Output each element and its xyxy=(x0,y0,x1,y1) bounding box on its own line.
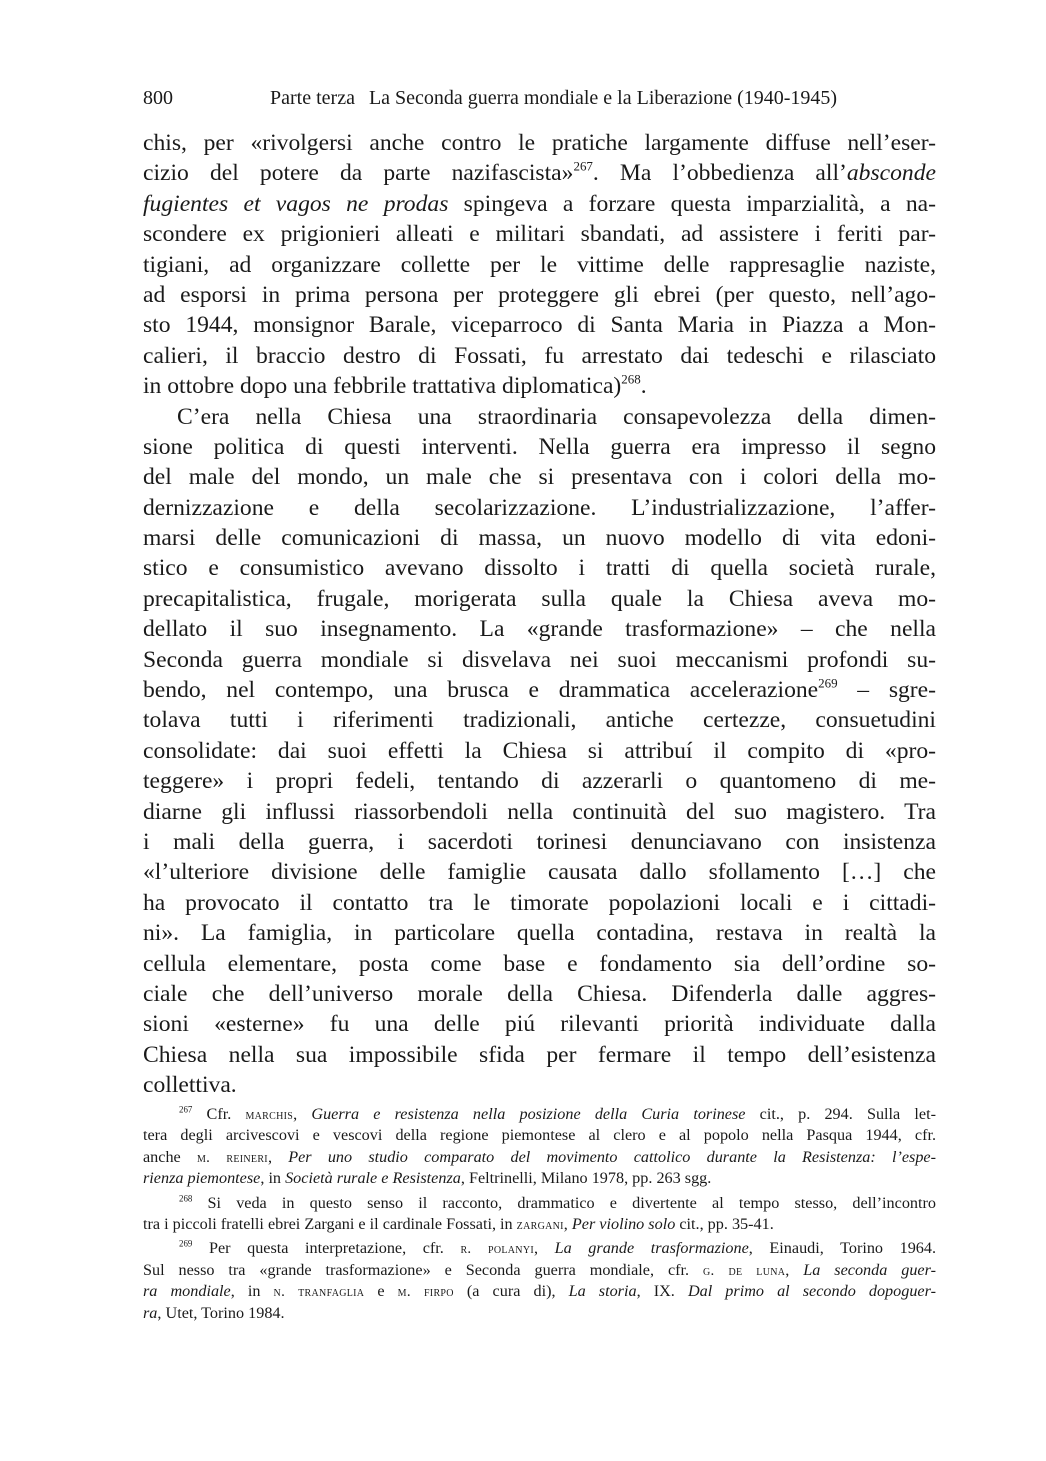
footnote-line: anche m. reineri, Per uno studio comparato del movimento cattolico durante la Resistenza: l’espe- xyxy=(143,1147,937,1166)
text-line: in ottobre dopo una febbrile trattativa diplomatica)$^{268}$. xyxy=(143,371,647,400)
text-line: ciale che dell’universo morale della Chiesa. Difenderla dalle aggres- xyxy=(143,980,936,1007)
text-line: tolava tutti i riferimenti tradizionali, antiche certezze, consuetudini xyxy=(143,707,936,734)
text-line: dernizzazione e della secolarizzazione. L’industrializzazione, l’affer- xyxy=(143,494,936,521)
footnote-268: $^{268}$ Si veda in questo senso il racconto, drammatico e divertente al tempo stesso, dell’incontro xyxy=(179,1192,936,1212)
text-line: sto 1944, monsignor Barale, viceparroco di Santa Maria in Piazza a Mon- xyxy=(143,312,936,339)
footnote-line: ra mondiale, in n. tranfaglia e m. firpo (a cura di), La storia, IX. Dal primo al secondo dopoguer- xyxy=(143,1282,936,1301)
text-line: cellula elementare, posta come base e fondamento sia dell’ordine so- xyxy=(143,950,936,977)
text-line: ad esporsi in prima persona per proteggere gli ebrei (per questo, nell’ago- xyxy=(143,281,936,308)
text-line: C’era nella Chiesa una straordinaria consapevolezza della dimen- xyxy=(177,403,936,430)
text-line: precapitalistica, frugale, morigerata sulla quale la Chiesa aveva mo- xyxy=(143,585,936,612)
main-text xyxy=(143,128,936,1101)
part-title: Parte terza xyxy=(270,87,355,109)
footnotes xyxy=(143,1104,936,1324)
text-line: teggere» i propri fedeli, tentando di azzerarli o quantomeno di me- xyxy=(143,768,936,795)
footnote-267: $^{267}$ Cfr. marchis, Guerra e resistenza nella posizione della Curia torinese cit., p. 294. Sulla let- xyxy=(179,1104,936,1123)
text-line: diarne gli influssi riassorbendoli nella continuità del suo magistero. Tra xyxy=(143,798,936,825)
text-line: consolidate: dai suoi effetti la Chiesa si attribuí il compito di «pro- xyxy=(143,737,936,764)
text-line: Chiesa nella sua impossibile sfida per fermare il tempo dell’esistenza xyxy=(143,1041,936,1068)
footnote-line: Sul nesso tra «grande trasformazione» e Seconda guerra mondiale, cfr. g. de luna, La seconda guer- xyxy=(143,1260,936,1279)
text-line: Seconda guerra mondiale si disvelava nei suoi meccanismi profondi su- xyxy=(143,646,936,673)
text-line: sioni «esterne» fu una delle piú rilevanti priorità individuate dalla xyxy=(143,1011,936,1038)
footnote-number: 267 xyxy=(179,1104,193,1115)
text-line: collettiva. xyxy=(143,1072,237,1099)
text-line: «l’ulteriore divisione delle famiglie causata dallo sfollamento […] che xyxy=(143,859,936,886)
text-line: dellato il suo insegnamento. La «grande trasformazione» – che nella xyxy=(143,616,936,643)
text-line: sione politica di questi interventi. Nella guerra era impresso il segno xyxy=(143,433,936,460)
footnote-number: 269 xyxy=(179,1238,193,1249)
footnote-line: tera degli arcivescovi e vescovi della regione piemontese al clero e al popolo nella Pasqua 1944, cfr. xyxy=(143,1126,936,1145)
text-line: tigiani, ad organizzare collette per le vittime delle rappresaglie naziste, xyxy=(143,251,936,278)
chapter-title: La Seconda guerra mondiale e la Liberazione (1940-1945) xyxy=(368,87,838,109)
footnote-ref-267[interactable]: 267 xyxy=(573,158,593,174)
text-line: ha provocato il contatto tra le timorate popolazioni locali e i cittadi- xyxy=(143,889,936,916)
text-line: marsi delle comunicazioni di massa, un nuovo modello di vita edoni- xyxy=(143,525,936,552)
text-line: bendo, nel contempo, una brusca e drammatica accelerazione$^{269}$ – sgre- xyxy=(143,675,936,704)
text-line: cizio del potere da parte nazifascista»$^{267}$. Ma l’obbedienza all’absconde xyxy=(143,158,936,187)
footnote-ref-268[interactable]: 268 xyxy=(621,371,641,387)
text-line: chis, per «rivolgersi anche contro le pratiche largamente diffuse nell’eser- xyxy=(143,130,936,156)
text-line: scondere ex prigionieri alleati e militari sbandati, ad assistere i feriti par- xyxy=(143,221,936,248)
footnote-ref-269[interactable]: 269 xyxy=(818,675,838,691)
page-number: 800 xyxy=(143,87,173,109)
text-line: stico e consumistico avevano dissolto i tratti di quella società rurale, xyxy=(143,555,936,582)
text-line: i mali della guerra, i sacerdoti torinesi denunciavano con insistenza xyxy=(143,828,936,855)
footnote-269: $^{269}$ Per questa interpretazione, cfr. r. polanyi, La grande trasformazione, Einaudi, Torino 1964. xyxy=(179,1238,937,1258)
footnote-line: rienza piemontese, in Società rurale e Resistenza, Feltrinelli, Milano 1978, pp. 263 sgg. xyxy=(143,1169,712,1188)
text-line: fugientes et vagos ne prodas spingeva a forzare questa imparzialità, a na- xyxy=(143,190,936,217)
text-line: calieri, il braccio destro di Fossati, fu arrestato dai tedeschi e rilasciato xyxy=(143,342,936,369)
footnote-number: 268 xyxy=(179,1192,193,1203)
footnote-line: tra i piccoli fratelli ebrei Zargani e il cardinale Fossati, in zargani, Per violino solo cit., pp. 35-41. xyxy=(143,1214,774,1233)
text-line: ni». La famiglia, in particolare quella contadina, restava in realtà la xyxy=(143,920,936,947)
running-head xyxy=(143,86,936,110)
footnote-line: ra, Utet, Torino 1984. xyxy=(143,1303,285,1322)
text-line: del male del mondo, un male che si presentava con i colori della mo- xyxy=(143,464,936,491)
